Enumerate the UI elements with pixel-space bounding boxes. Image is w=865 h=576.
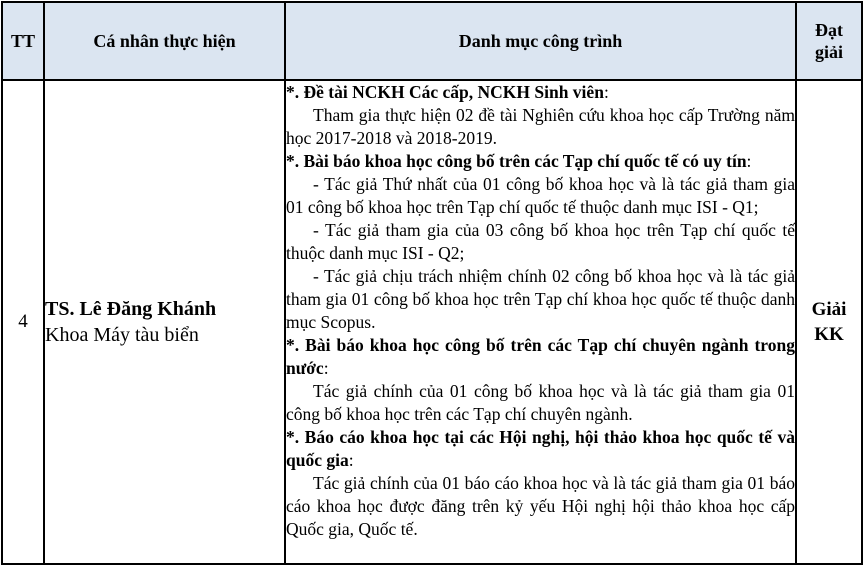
work-item: Tham gia thực hiện 02 đề tài Nghiên cứu khoa học cấp Trường năm học 2017-2018 và 2018-2019. (286, 105, 795, 148)
work-item: - Tác giả tham gia của 03 công bố khoa học trên Tạp chí quốc tế thuộc danh mục ISI - Q2; (286, 220, 795, 263)
cell-person (44, 80, 285, 564)
table-row (2, 80, 862, 564)
column-header-award: Đạt giải (796, 2, 862, 80)
table-header-row (2, 2, 862, 80)
cell-award: Giải KK (796, 80, 862, 564)
cell-row-number: 4 (2, 80, 44, 564)
work-item: - Tác giả chịu trách nhiệm chính 02 công bố khoa học và là tác giả tham gia 01 công bố khoa học trên Tạp chí khoa học quốc tế thuộc danh mục Scopus. (286, 266, 795, 332)
work-item: - Tác giả Thứ nhất của 01 công bố khoa học và là tác giả tham gia 01 công bố khoa học trên Tạp chí quốc tế thuộc danh mục ISI - Q1; (286, 174, 795, 217)
work-section-heading: *. Báo cáo khoa học tại các Hội nghị, hội thảo khoa học quốc tế và quốc gia: (286, 427, 795, 470)
work-section-heading: *. Bài báo khoa học công bố trên các Tạp chí chuyên ngành trong nước: (286, 335, 795, 378)
work-section-heading: *. Đề tài NCKH Các cấp, NCKH Sinh viên: (286, 82, 609, 102)
work-item: Tác giả chính của 01 báo cáo khoa học và là tác giả tham gia 01 báo cáo khoa học được đăng trên kỷ yếu Hội nghị hội thảo khoa học cấp Quốc gia, Quốc tế. (286, 473, 795, 539)
column-header-person: Cá nhân thực hiện (44, 2, 285, 80)
awards-table (1, 1, 863, 565)
works-list (286, 81, 795, 541)
work-section-heading: *. Bài báo khoa học công bố trên các Tạp chí quốc tế có uy tín: (286, 151, 752, 171)
person-department: Khoa Máy tàu biển (45, 324, 199, 346)
column-header-works: Danh mục công trình (285, 2, 796, 80)
cell-works (285, 80, 796, 564)
person-name: TS. Lê Đăng Khánh (45, 298, 217, 320)
column-header-tt: TT (2, 2, 44, 80)
work-item: Tác giả chính của 01 công bố khoa học và là tác giả tham gia 01 công bố khoa học trên các Tạp chí chuyên ngành. (286, 381, 795, 424)
